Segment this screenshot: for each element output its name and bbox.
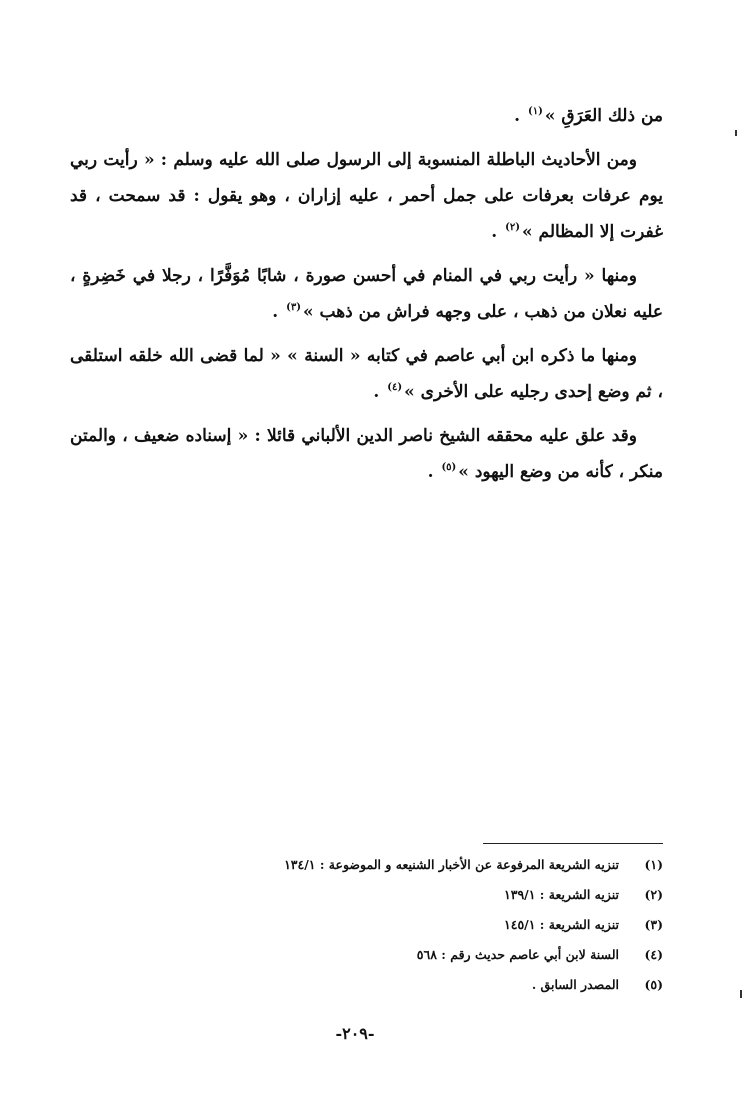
footnotes-list [120,850,663,1000]
footnote-item [120,940,663,970]
footnote-number: (٣) [644,917,663,932]
footnote-item [120,850,663,880]
paragraph-2 [70,142,663,250]
paragraph-tail: . [272,302,285,322]
footnote-number: (٢) [644,887,663,902]
footnote-ref-1: (١) [527,106,543,118]
footnote-text: تنزيه الشريعة المرفوعة عن الأخبار الشنيعه و الموضوعة : ١٣٤/١ [284,857,619,872]
paragraph-text: ومن الأحاديث الباطلة المنسوبة إلى الرسول صلى الله عليه وسلم : « رأيت ربي يوم عرفات بعرفات على جمل أحمر ، عليه إزاران ، وهو يقول : قد سمحت ، قد غفرت إلا المظالم » [70,150,663,242]
footnote-divider [483,843,663,844]
paragraph-tail: . [427,462,440,482]
paragraph-tail: . [514,106,526,126]
footnote-number: (٥) [644,977,663,992]
paragraph-3 [70,258,663,330]
paragraph-text: ومنها ما ذكره ابن أبي عاصم في كتابه « السنة » « لما قضى الله خلقه استلقى ، ثم وضع إحدى رجليه على الأخرى » [70,346,663,402]
footnote-text: السنة لابن أبي عاصم حديث رقم : ٥٦٨ [416,947,619,962]
footnote-text: تنزيه الشريعة : ١٤٥/١ [504,917,619,932]
paragraph-text: ومنها « رأيت ربي في المنام في أحسن صورة ، شابًا مُوَفَّرًا ، رجلا في خَضِرةٍ ، عليه نعلان من ذهب ، على وجهه فراش من ذهب » [70,266,663,322]
footnote-text: تنزيه الشريعة : ١٣٩/١ [504,887,619,902]
main-text [70,98,663,498]
paragraph-text: من ذلك العَرَقِ » [544,106,663,126]
footnote-ref-2: (٢) [505,222,520,234]
footnote-ref-4: (٤) [387,382,403,394]
paragraph-tail: . [491,222,504,242]
footnote-item [120,970,663,1000]
paragraph-1 [70,98,663,134]
page-number: -٢٠٩- [335,1024,375,1043]
footnote-number: (٤) [644,947,663,962]
footnote-item [120,910,663,940]
footnote-ref-3: (٣) [286,302,301,314]
footnote-text: المصدر السابق . [531,977,619,992]
paragraph-4 [70,338,663,410]
paragraph-text: وقد علق عليه محققه الشيخ ناصر الدين الألباني قائلا : « إسناده ضعيف ، والمتن منكر ، كأنه من وضع اليهود » [70,426,663,482]
scan-mark [740,990,742,998]
footnote-item [120,880,663,910]
scan-mark [735,130,737,136]
paragraph-tail: . [373,382,386,402]
footnote-number: (١) [644,857,663,872]
paragraph-5 [70,418,663,490]
footnote-ref-5: (٥) [441,462,457,474]
